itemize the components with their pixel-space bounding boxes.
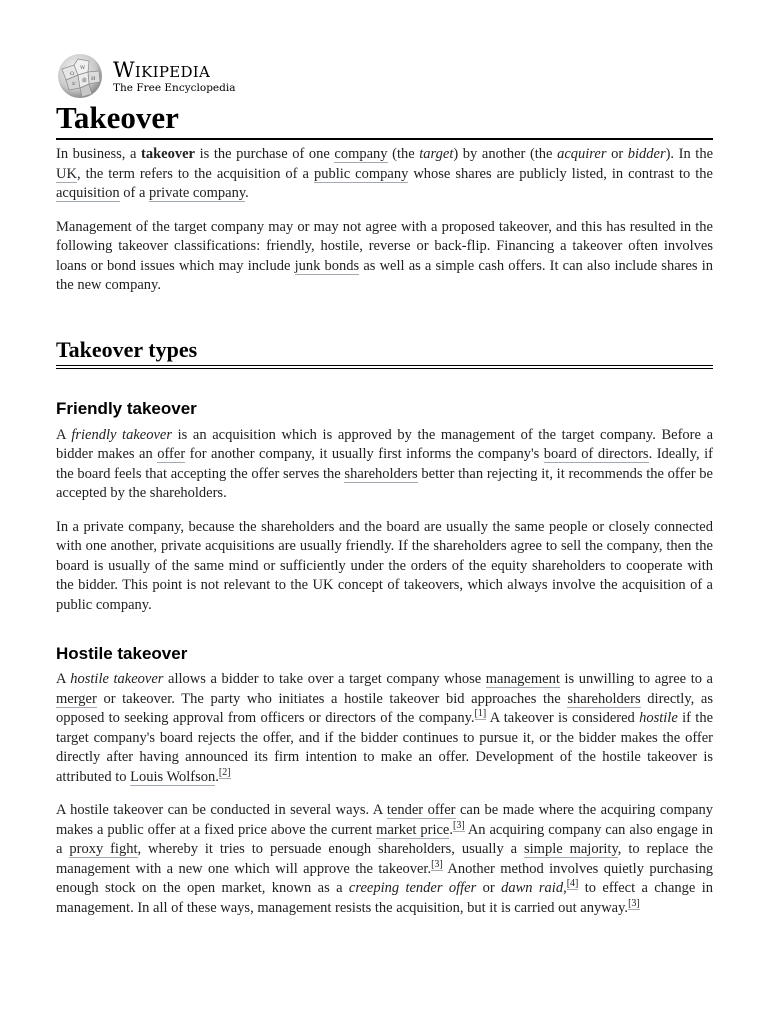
text: can be made where the acquiring company makes a public offer at a fixed price above the current: [56, 802, 713, 838]
text: An acquiring company can also engage in a: [56, 821, 713, 857]
text: or: [606, 146, 628, 162]
subsection-heading-hostile: Hostile takeover: [56, 644, 188, 663]
link-company[interactable]: company: [334, 146, 388, 162]
text: or: [476, 880, 502, 896]
text: Another method involves quietly purchasing enough stock on the open market, known as a: [56, 860, 713, 896]
link-market-price[interactable]: market price: [376, 821, 450, 838]
text: ). In the: [665, 146, 714, 162]
link-proxy-fight[interactable]: proxy fight: [69, 841, 138, 857]
text: , whereby it tries to persuade enough shareholders, usually a: [137, 841, 524, 857]
text: is unwilling to agree to a: [559, 671, 713, 687]
link-junk-bonds[interactable]: junk bonds: [294, 257, 360, 274]
italic-term: bidder: [627, 146, 666, 162]
wordmark-tagline: The Free Encyclopedia: [113, 81, 236, 94]
citation-ref[interactable]: [3]: [431, 858, 443, 870]
italic-term: dawn raid: [501, 880, 564, 896]
hostile-paragraph-1: [56, 670, 713, 787]
text: .: [449, 821, 453, 838]
text: Management of the target company may or may not agree with a proposed takeover, and this has resulted in the following takeover classifications: friendly, hostile, reverse or back-flip. Financing a takeover often involves loans or bond issues which may include: [56, 218, 713, 274]
text: of a: [119, 185, 150, 201]
link-management[interactable]: management: [485, 671, 560, 687]
svg-text:W: W: [80, 65, 86, 71]
svg-text:維: 維: [82, 78, 88, 84]
link-shareholders[interactable]: shareholders: [344, 465, 418, 482]
subsection-heading-friendly: Friendly takeover: [56, 398, 197, 418]
text: whose shares are publicly listed, in contrast to the: [408, 165, 713, 182]
intro-paragraph-1: [56, 145, 713, 204]
text: for another company, it usually first informs the company's: [185, 446, 544, 462]
text: . Ideally, if the board feels that accepting the offer serves the: [56, 446, 713, 482]
section-heading-takeover-types: Takeover types: [56, 337, 713, 369]
svg-text:И: И: [91, 76, 96, 82]
text: as well as a simple cash offers. It can also include shares in the new company.: [56, 257, 713, 293]
italic-term: hostile: [639, 710, 678, 726]
italic-term: hostile takeover: [70, 671, 164, 687]
text: .: [215, 768, 219, 785]
link-merger[interactable]: merger: [56, 690, 97, 707]
text: A hostile takeover can be conducted in several ways. A: [56, 802, 387, 818]
text: ,: [563, 880, 567, 896]
link-uk[interactable]: UK: [56, 165, 77, 182]
italic-term: friendly takeover: [71, 426, 172, 443]
link-private-company[interactable]: private company: [149, 185, 246, 201]
text: In business, a: [56, 146, 142, 162]
svg-text:ש: ש: [72, 81, 76, 87]
intro-paragraph-2: [56, 218, 713, 296]
wordmark-name: Wikipedia: [113, 57, 211, 82]
text: allows a bidder to take over a target company whose: [163, 671, 486, 687]
link-louis-wolfson[interactable]: Louis Wolfson: [130, 768, 216, 785]
text: A takeover is considered: [486, 710, 640, 726]
citation-ref[interactable]: [3]: [628, 897, 640, 909]
wikipedia-logo[interactable]: [56, 52, 713, 100]
link-acquisition[interactable]: acquisition: [56, 185, 120, 201]
text: or takeover. The party who initiates a hostile takeover bid approaches the: [96, 690, 568, 707]
italic-term: acquirer: [557, 146, 607, 162]
text: if the target company's board rejects the offer, and if the bidder continues to pursue it, or the bidder makes the offer directly after having announced its firm intention to make an offer. Development of the hostile takeover is attributed to: [56, 710, 714, 785]
citation-ref[interactable]: [1]: [474, 708, 487, 720]
friendly-paragraph-2: In a private company, because the shareholders and the board are usually the same people or closely connected with one another, private acquisitions are usually friendly. If the shareholders agree to sell the company, then the board is usually of the same mind or sufficiently under the orders of the equity shareholders to cooperate with the bidder. This point is not relevant to the UK concept of takeovers, which always involve the acquisition of a public company.: [56, 518, 713, 613]
friendly-paragraph-1: [56, 426, 713, 504]
link-tender-offer[interactable]: tender offer: [386, 802, 456, 818]
link-simple-majority[interactable]: simple majority: [524, 841, 618, 857]
link-public-company[interactable]: public company: [313, 165, 409, 182]
text: , to replace the management with a new one which will approve the takeover.: [56, 841, 714, 877]
italic-term: creeping tender offer: [348, 880, 477, 896]
page-title: Takeover: [56, 100, 713, 140]
text: is the purchase of one: [194, 146, 335, 162]
link-board-of-directors[interactable]: board of directors: [543, 446, 649, 462]
text: A: [56, 426, 72, 443]
text: is an acquisition which is approved by the management of the target company. Before a bidder makes an: [56, 426, 714, 462]
bold-term: takeover: [141, 146, 195, 162]
text: A: [56, 671, 71, 687]
text: .: [245, 185, 249, 201]
citation-ref[interactable]: [2]: [218, 766, 231, 778]
link-offer[interactable]: offer: [157, 446, 186, 462]
text: to effect a change in management. In all of these ways, management resists the acquisition, but it is carried out anyway.: [56, 880, 714, 916]
text: , the term refers to the acquisition of a: [76, 165, 314, 182]
text: (the: [387, 146, 420, 162]
puzzle-globe-icon: [56, 53, 104, 99]
hostile-paragraph-2: [56, 801, 713, 918]
text: ) by another (the: [453, 146, 558, 162]
svg-text:Ω: Ω: [70, 71, 75, 77]
citation-ref[interactable]: [4]: [566, 878, 579, 890]
italic-term: target: [419, 146, 454, 162]
wordmark: [113, 59, 235, 94]
text: directly, as opposed to seeking approval from officers or directors of the company.: [56, 690, 713, 726]
article-page: [56, 52, 713, 918]
text: better than rejecting it, it recommends the offer be accepted by the shareholders.: [56, 465, 713, 501]
citation-ref[interactable]: [3]: [453, 819, 465, 831]
link-shareholders[interactable]: shareholders: [567, 690, 641, 707]
